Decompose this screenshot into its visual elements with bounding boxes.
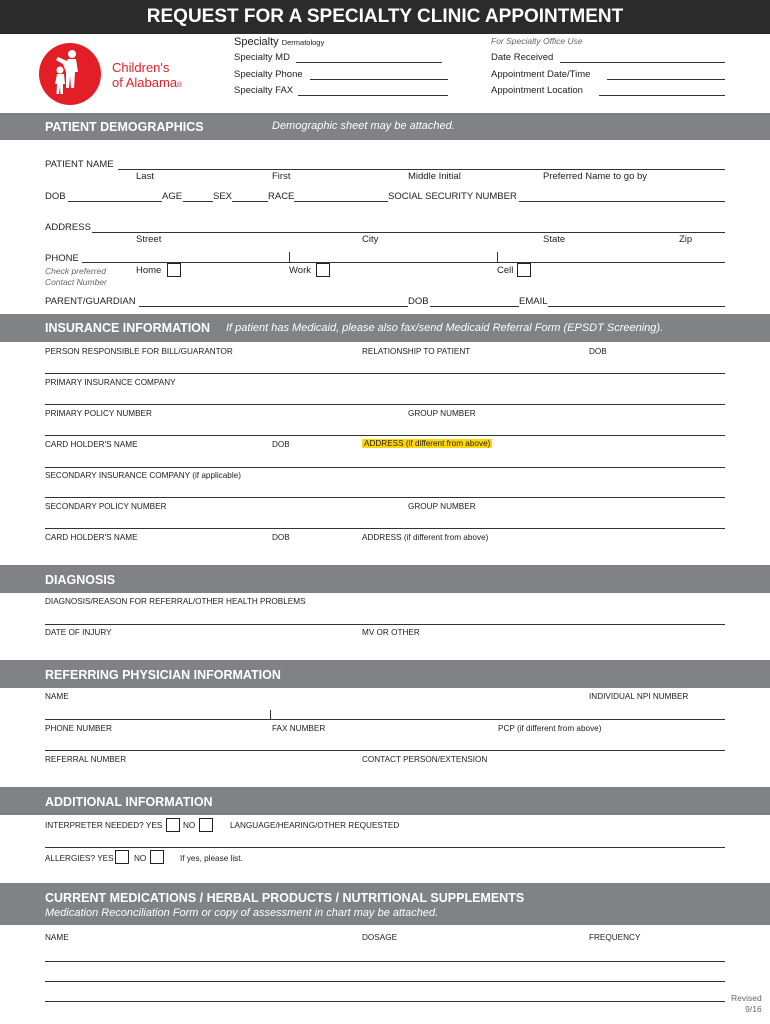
logo-circle-icon bbox=[38, 42, 102, 106]
appointment-datetime-label: Appointment Date/Time bbox=[491, 69, 591, 80]
card-holder-label: CARD HOLDER'S NAME bbox=[45, 440, 138, 449]
physician-name-field[interactable] bbox=[45, 719, 725, 720]
phone-divider bbox=[497, 252, 498, 262]
referring-physician-header bbox=[0, 660, 770, 688]
interpreter-field[interactable] bbox=[45, 847, 725, 848]
appointment-datetime-field[interactable] bbox=[607, 79, 725, 80]
ssn-label: SOCIAL SECURITY NUMBER bbox=[388, 191, 517, 202]
date-received-field[interactable] bbox=[560, 62, 725, 63]
interpreter-no-checkbox[interactable] bbox=[199, 818, 213, 832]
physician-name-label: NAME bbox=[45, 692, 69, 701]
first-name-caption: First bbox=[272, 171, 291, 182]
dob-label: DOB bbox=[45, 191, 66, 202]
revision-note bbox=[731, 993, 762, 1015]
interpreter-no-label: NO bbox=[183, 821, 196, 830]
secondary-policy-field[interactable] bbox=[45, 528, 725, 529]
medication-row-1[interactable] bbox=[45, 961, 725, 962]
secondary-insurance-label: SECONDARY INSURANCE COMPANY (if applicable) bbox=[45, 471, 241, 480]
home-label: Home bbox=[136, 265, 162, 276]
interpreter-question: INTERPRETER NEEDED? bbox=[45, 821, 144, 830]
race-field[interactable] bbox=[294, 201, 388, 202]
logo-text-line2: of Alabama bbox=[112, 75, 178, 90]
state-caption: State bbox=[543, 234, 566, 245]
check-preferred-text: Check preferred bbox=[45, 266, 106, 276]
interpreter-needed-label bbox=[45, 821, 162, 830]
referral-number-label: REFERRAL NUMBER bbox=[45, 755, 127, 764]
physician-phone-field[interactable] bbox=[45, 750, 725, 751]
race-label: RACE bbox=[268, 191, 295, 202]
date-received-label: Date Received bbox=[491, 52, 554, 63]
logo-text-line1: Children's bbox=[112, 60, 170, 75]
preferred-name-caption: Preferred Name to go by bbox=[543, 171, 648, 182]
ssn-field[interactable] bbox=[519, 201, 725, 202]
email-label: EMAIL bbox=[519, 296, 548, 307]
pcp-label: PCP (if different from above) bbox=[498, 724, 602, 733]
card-holder-address-label: ADDRESS (if different from above) bbox=[364, 439, 491, 448]
guarantor-label: PERSON RESPONSIBLE FOR BILL/GUARANTOR bbox=[45, 347, 233, 356]
diagnosis-header bbox=[0, 565, 770, 593]
middle-initial-caption: Middle Initial bbox=[408, 171, 461, 182]
phone-divider bbox=[289, 252, 290, 262]
physician-fax-label: FAX NUMBER bbox=[272, 724, 326, 733]
referring-physician-title: REFERRING PHYSICIAN INFORMATION bbox=[45, 668, 281, 682]
current-medications-header bbox=[0, 883, 770, 925]
diagnosis-reason-label: DIAGNOSIS/REASON FOR REFERRAL/OTHER HEALTH PROBLEMS bbox=[45, 597, 306, 606]
additional-information-title: ADDITIONAL INFORMATION bbox=[45, 795, 213, 809]
primary-insurance-label: PRIMARY INSURANCE COMPANY bbox=[45, 378, 176, 387]
sex-label: SEX bbox=[213, 191, 233, 202]
current-medications-note: Medication Reconciliation Form or copy of assessment in chart may be attached. bbox=[45, 907, 439, 919]
last-name-caption: Last bbox=[136, 171, 154, 182]
guarantor-field[interactable] bbox=[45, 373, 725, 374]
parent-guardian-label: PARENT/GUARDIAN bbox=[45, 296, 136, 307]
date-of-injury-label: DATE OF INJURY bbox=[45, 628, 112, 637]
age-field[interactable] bbox=[183, 201, 213, 202]
specialty-value[interactable]: Dermatology bbox=[281, 38, 325, 47]
allergies-yes-checkbox[interactable] bbox=[115, 850, 129, 864]
appointment-location-field[interactable] bbox=[599, 95, 725, 96]
patient-demographics-title: PATIENT DEMOGRAPHICS bbox=[45, 120, 204, 134]
patient-name-label: PATIENT NAME bbox=[45, 159, 114, 170]
medication-row-3[interactable] bbox=[45, 1001, 725, 1002]
specialty-fax-label: Specialty FAX bbox=[234, 85, 294, 96]
logo-text bbox=[112, 60, 182, 93]
mv-or-other-label: MV OR OTHER bbox=[362, 628, 420, 637]
zip-caption: Zip bbox=[679, 234, 693, 245]
city-caption: City bbox=[362, 234, 379, 245]
email-field[interactable] bbox=[548, 306, 725, 307]
form-title: REQUEST FOR A SPECIALTY CLINIC APPOINTMENT bbox=[0, 0, 770, 34]
appointment-location-label: Appointment Location bbox=[491, 85, 583, 96]
allergies-label bbox=[45, 854, 114, 863]
language-requested-label: LANGUAGE/HEARING/OTHER REQUESTED bbox=[230, 821, 400, 830]
current-medications-title: CURRENT MEDICATIONS / HERBAL PRODUCTS / NUTRITIONAL SUPPLEMENTS bbox=[45, 891, 525, 905]
specialty-phone-field[interactable] bbox=[310, 79, 448, 80]
cell-label: Cell bbox=[497, 265, 514, 276]
home-checkbox[interactable] bbox=[167, 263, 181, 277]
medication-name-label: NAME bbox=[45, 933, 69, 942]
dob-field[interactable] bbox=[68, 201, 162, 202]
allergies-no-checkbox[interactable] bbox=[150, 850, 164, 864]
diagnosis-reason-field[interactable] bbox=[45, 624, 725, 625]
specialty-label: Specialty bbox=[234, 36, 279, 48]
physician-divider bbox=[270, 710, 271, 719]
allergies-no-label: NO bbox=[134, 854, 147, 863]
primary-policy-label: PRIMARY POLICY NUMBER bbox=[45, 409, 152, 418]
medication-dosage-label: DOSAGE bbox=[362, 933, 398, 942]
primary-group-label: GROUP NUMBER bbox=[408, 409, 476, 418]
address-label: ADDRESS bbox=[45, 222, 91, 233]
revised-date: 9/16 bbox=[745, 1004, 762, 1014]
office-use-heading: For Specialty Office Use bbox=[491, 36, 583, 46]
card-holder-dob-label: DOB bbox=[272, 440, 290, 449]
phone-label: PHONE bbox=[45, 253, 79, 264]
childrens-alabama-logo bbox=[38, 42, 198, 106]
medication-row-2[interactable] bbox=[45, 981, 725, 982]
secondary-card-holder-dob-label: DOB bbox=[272, 533, 290, 542]
npi-label: INDIVIDUAL NPI NUMBER bbox=[589, 692, 689, 701]
specialty-md-label: Specialty MD bbox=[234, 52, 290, 63]
logo-registered-mark: ® bbox=[177, 82, 183, 89]
work-checkbox[interactable] bbox=[316, 263, 330, 277]
patient-demographics-note: Demographic sheet may be attached. bbox=[272, 120, 455, 132]
parent-dob-label: DOB bbox=[408, 296, 429, 307]
allergies-question: ALLERGIES? bbox=[45, 854, 96, 863]
allergies-yes-label: YES bbox=[97, 854, 114, 863]
specialty-label-row bbox=[234, 36, 324, 48]
secondary-policy-label: SECONDARY POLICY NUMBER bbox=[45, 502, 167, 511]
interpreter-yes-label: YES bbox=[145, 821, 163, 830]
guarantor-dob-label: DOB bbox=[589, 347, 607, 356]
contact-person-label: CONTACT PERSON/EXTENSION bbox=[362, 755, 488, 764]
insurance-information-note: If patient has Medicaid, please also fax/send Medicaid Referral Form (EPSDT Screening). bbox=[226, 322, 664, 334]
primary-policy-field[interactable] bbox=[45, 435, 725, 436]
secondary-insurance-field[interactable] bbox=[45, 497, 725, 498]
sex-field[interactable] bbox=[232, 201, 268, 202]
allergies-list-label: If yes, please list. bbox=[180, 854, 243, 863]
insurance-information-header bbox=[0, 314, 770, 342]
relationship-label: RELATIONSHIP TO PATIENT bbox=[362, 347, 471, 356]
contact-number-text: Contact Number bbox=[45, 277, 107, 287]
physician-phone-label: PHONE NUMBER bbox=[45, 724, 112, 733]
check-preferred-note bbox=[45, 266, 107, 288]
secondary-group-label: GROUP NUMBER bbox=[408, 502, 476, 511]
primary-insurance-field[interactable] bbox=[45, 404, 725, 405]
specialty-md-field[interactable] bbox=[296, 62, 442, 63]
card-holder-field[interactable] bbox=[45, 467, 725, 468]
secondary-card-holder-address-label: ADDRESS (if different from above) bbox=[362, 533, 489, 542]
address-field[interactable] bbox=[92, 232, 725, 233]
secondary-card-holder-label: CARD HOLDER'S NAME bbox=[45, 533, 138, 542]
patient-demographics-header bbox=[0, 113, 770, 140]
interpreter-yes-checkbox[interactable] bbox=[166, 818, 180, 832]
cell-checkbox[interactable] bbox=[517, 263, 531, 277]
street-caption: Street bbox=[136, 234, 162, 245]
specialty-fax-field[interactable] bbox=[298, 95, 448, 96]
parent-guardian-field[interactable] bbox=[139, 306, 408, 307]
parent-dob-field[interactable] bbox=[430, 306, 519, 307]
work-label: Work bbox=[289, 265, 311, 276]
medication-frequency-label: FREQUENCY bbox=[589, 933, 641, 942]
specialty-phone-label: Specialty Phone bbox=[234, 69, 303, 80]
revised-label: Revised bbox=[731, 993, 762, 1003]
diagnosis-title: DIAGNOSIS bbox=[45, 573, 116, 587]
additional-information-header bbox=[0, 787, 770, 815]
insurance-information-title: INSURANCE INFORMATION bbox=[45, 321, 211, 335]
age-label: AGE bbox=[162, 191, 183, 202]
patient-name-field[interactable] bbox=[118, 169, 725, 170]
